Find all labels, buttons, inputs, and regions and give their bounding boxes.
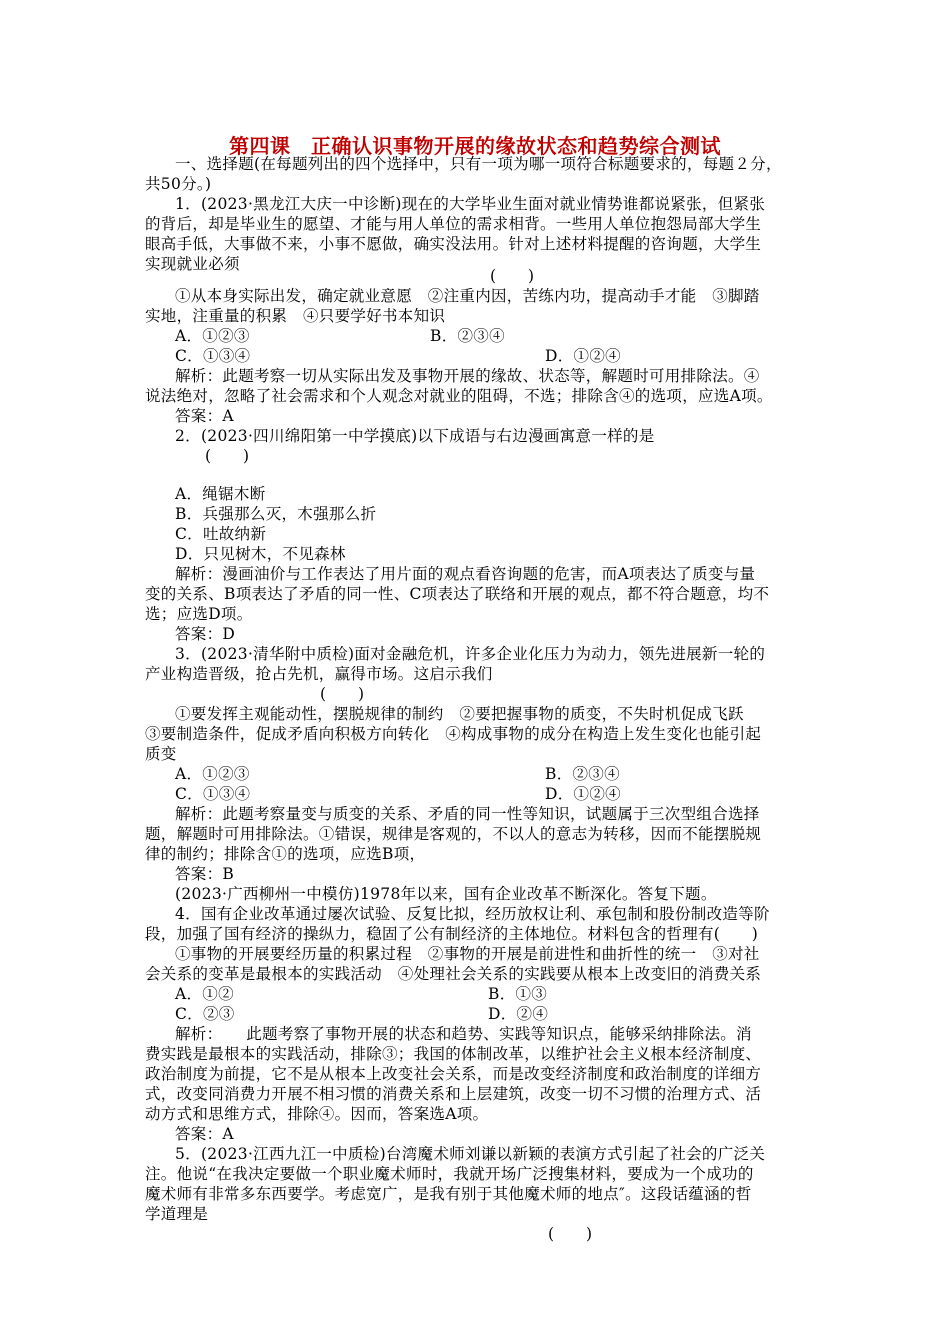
q4-explanation: 式，改变同消费力开展不相习惯的消费关系和上层建筑，改变一切不习惯的治理方式、活 [145,1085,762,1103]
q1-explanation: 解析：此题考察一切从实际出发及事物开展的缘故、状态等，解题时可用排除法。④ [175,367,760,385]
q3-statements: 质变 [145,745,177,763]
q1-stem: 1．(2023·黑龙江大庆一中诊断)现在的大学毕业生面对就业情势谁都说紧张，但紧张 [175,195,766,213]
q1-statements: ①从本身实际出发，确定就业意愿 ②注重内因，苦练内功，提高动手才能 ③脚踏 [175,287,760,305]
q4-preamble: (2023·广西柳州一中模仿)1978年以来，国有企业改革不断深化。答复下题。 [175,885,717,903]
q2-option-b: B．兵强那么灭，木强那么折 [175,505,377,523]
q2-option-d: D．只见树木，不见森林 [175,545,346,563]
q1-stem: 的背后，却是毕业生的愿望、才能与用人单位的需求相背。一些用人单位抱怨局部大学生 [145,215,762,233]
q2-answer: 答案：D [175,625,236,643]
q2-stem: 2．(2023·四川绵阳第一中学摸底)以下成语与右边漫画寓意一样的是 [175,427,655,445]
q1-option-c: C．①③④ [175,347,251,365]
q4-stem: 段，加强了国有经济的操纵力，稳固了公有制经济的主体地位。材料包含的哲理有( ) [145,925,759,943]
q3-explanation: 解析：此题考察量变与质变的关系、矛盾的同一性等知识，试题属于三次型组合选择 [175,805,760,823]
q4-explanation: 解析： 此题考察了事物开展的状态和趋势、实践等知识点，能够采纳排除法。消 [175,1025,752,1043]
q4-statements: ①事物的开展要经历量的积累过程 ②事物的开展是前进性和曲折性的统一 ③对社 [175,945,760,963]
q1-answer-blank: ( ) [490,267,535,285]
q4-option-c: C．②③ [175,1005,235,1023]
q4-explanation: 动方式和思维方式，排除④。因而，答案选A项。 [145,1105,489,1123]
q2-explanation: 解析：漫画油价与工作表达了用片面的观点看咨询题的危害，而A项表达了质变与量 [175,565,756,583]
q3-option-a: A．①②③ [175,765,250,783]
q2-option-a: A．绳锯木断 [175,485,266,503]
q3-option-d: D．①②④ [545,785,621,803]
q3-statements: ①要发挥主观能动性，摆脱规律的制约 ②要把握事物的质变，不失时机促成飞跃 [175,705,744,723]
q5-stem: 魔术师有非常多东西要学。考虑宽广，是我有别于其他魔术师的地点″。这段话蕴涵的哲 [145,1185,752,1203]
q3-statements: ③要制造条件，促成矛盾向积极方向转化 ④构成事物的成分在构造上发生变化也能引起 [145,725,762,743]
q1-explanation: 说法绝对，忽略了社会需求和个人观念对就业的阻碍，不选；排除含④的选项，应选A项。 [145,387,773,405]
q4-stem: 4．国有企业改革通过屡次试验、反复比拟，经历放权让利、承包制和股份制改造等阶 [175,905,770,923]
q1-stem: 眼高手低，大事做不来，小事不愿做，确实没法用。针对上述材料提醒的咨询题，大学生 [145,235,762,253]
q1-statements: 实地，注重量的积累 ④只要学好书本知识 [145,307,446,325]
q3-answer: 答案：B [175,865,235,883]
q4-option-d: D．②④ [488,1005,549,1023]
q2-explanation: 变的关系、B项表达了矛盾的同一性、C项表达了联络和开展的观点，都不符合题意，均不 [145,585,770,603]
q4-option-b: B．①③ [488,985,548,1003]
q5-stem: 注。他说“在我决定要做一个职业魔术师时，我就开场广泛搜集材料，要成为一个成功的 [145,1165,754,1183]
q3-explanation: 律的制约；排除含①的选项，应选B项， [145,845,426,863]
q4-statements: 会关系的变革是最根本的实践活动 ④处理社会关系的实践要从根本上改变旧的消费关系 [145,965,762,983]
q1-option-a: A．①②③ [175,327,250,345]
q3-option-b: B．②③④ [545,765,620,783]
q4-explanation: 政治制度为前提，它不是从根本上改变社会关系，而是改变经济制度和政治制度的详细方 [145,1065,762,1083]
q4-option-a: A．①② [175,985,234,1003]
q4-answer: 答案：A [175,1125,234,1143]
q3-option-c: C．①③④ [175,785,251,803]
q1-option-d: D．①②④ [545,347,621,365]
q3-explanation: 题，解题时可用排除法。①错误，规律是客观的，不以人的意志为转移，因而不能摆脱规 [145,825,762,843]
q2-option-c: C．吐故纳新 [175,525,267,543]
q3-stem: 3．(2023·清华附中质检)面对金融危机，许多企业化压力为动力，领先进展新一轮的 [175,645,766,663]
q2-answer-blank: ( ) [205,447,250,465]
q5-answer-blank: ( ) [548,1225,593,1243]
section-intro: 一、选择题(在每题列出的四个选择中，只有一项为哪一项符合标题要求的，每题２分， [175,155,782,173]
q1-option-b: B．②③④ [430,327,505,345]
q5-stem: 5．(2023·江西九江一中质检)台湾魔术师刘谦以新颖的表演方式引起了社会的广泛关 [175,1145,766,1163]
q3-answer-blank: ( ) [320,685,365,703]
document-title: 第四课 正确认识事物开展的缘故状态和趋势综合测试 [229,134,721,158]
q1-stem: 实现就业必须 [145,255,240,273]
q5-stem: 学道理是 [145,1205,209,1223]
q3-stem: 产业构造晋级，抢占先机，赢得市场。这启示我们 [145,665,493,683]
q1-answer: 答案：A [175,407,234,425]
q4-explanation: 费实践是最根本的实践活动，排除③；我国的体制改革，以维护社会主义根本经济制度、 [145,1045,762,1063]
q2-explanation: 选；应选D项。 [145,605,253,623]
section-intro-cont: 共50分。) [145,175,212,193]
